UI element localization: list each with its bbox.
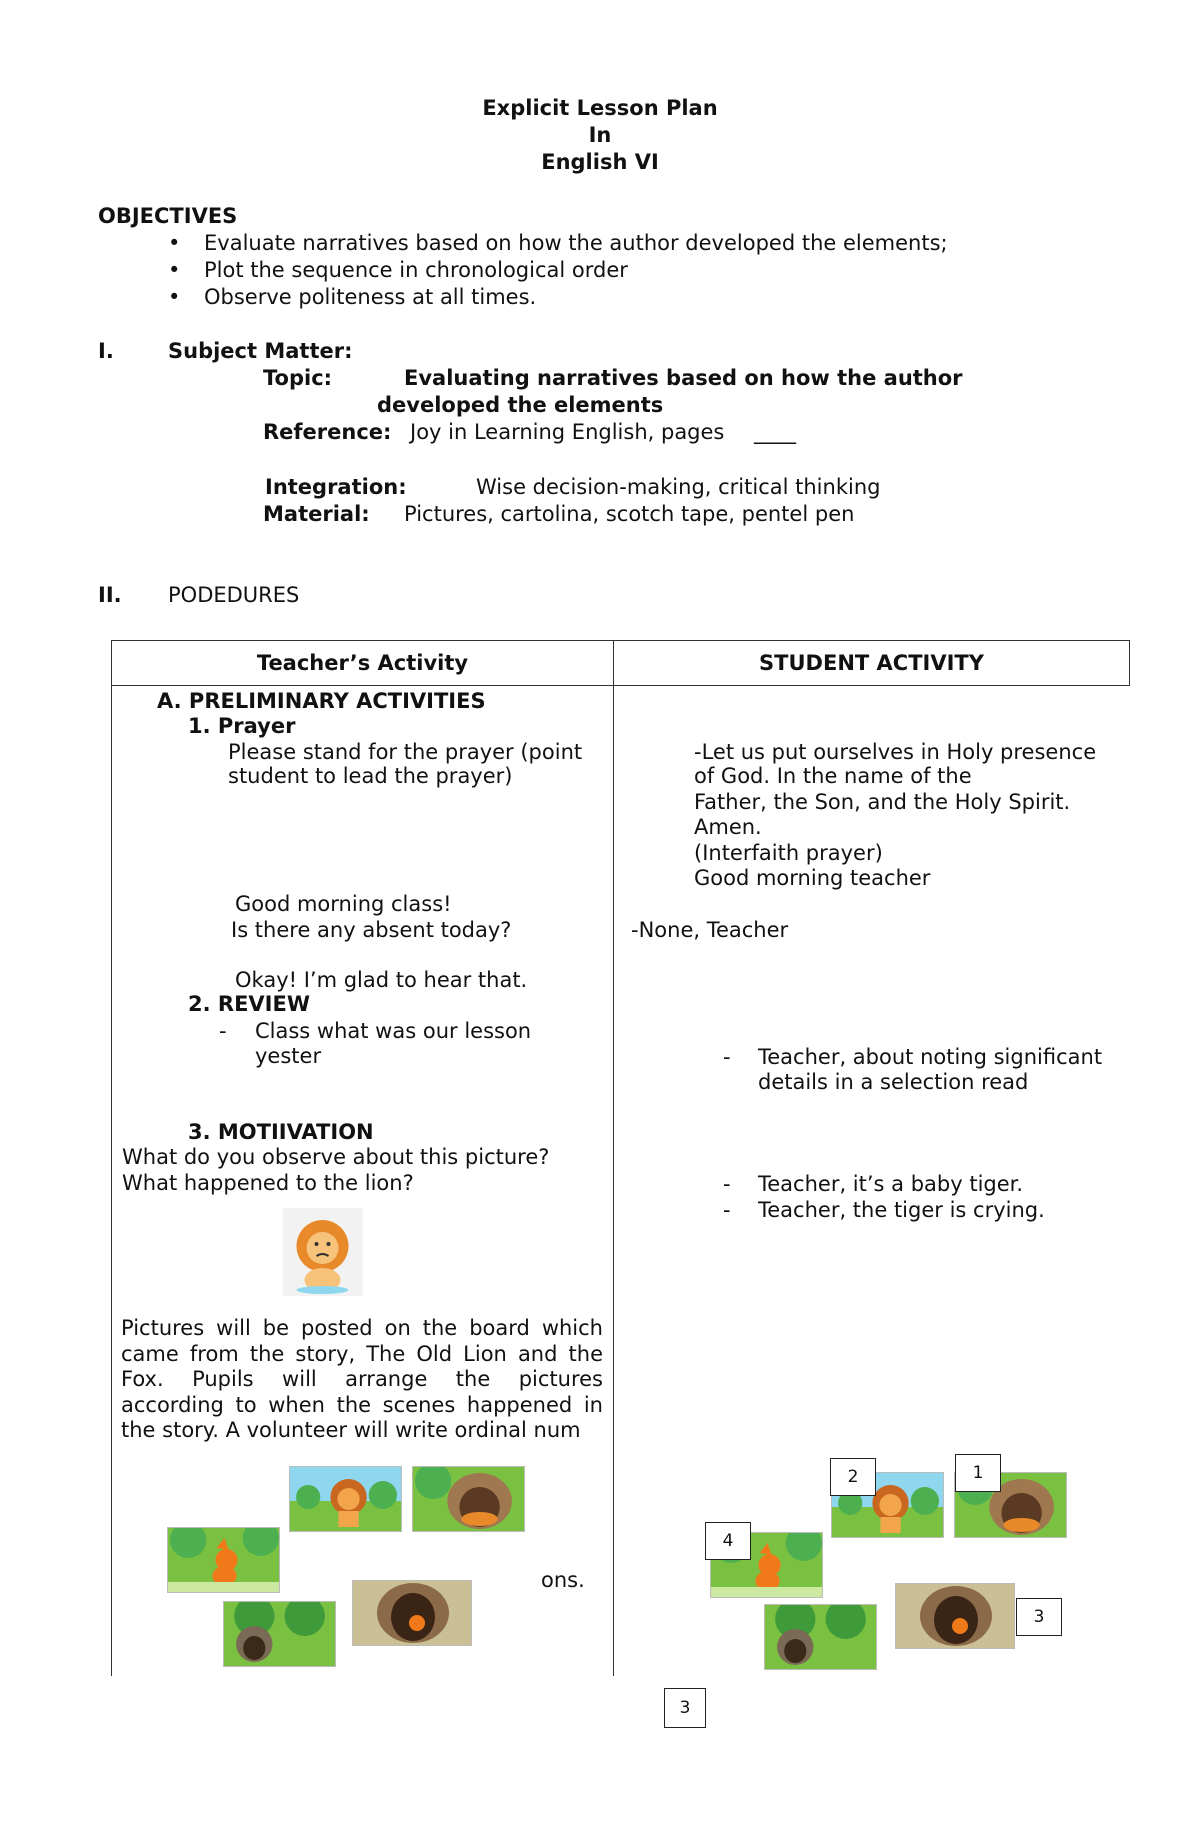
table-middle-border bbox=[613, 686, 614, 1676]
bullet-icon: • bbox=[168, 231, 181, 255]
objective-item: Observe politeness at all times. bbox=[204, 285, 537, 309]
order-number-box: 2 bbox=[830, 1458, 876, 1496]
prayer-heading: 1. Prayer bbox=[188, 714, 296, 738]
teacher-activity-header: Teacher’s Activity bbox=[112, 641, 614, 686]
student-review-1: Teacher, about noting significant bbox=[758, 1045, 1103, 1069]
motivation-heading: 3. MOTIIVATION bbox=[188, 1120, 374, 1144]
page-number: 3 bbox=[664, 1688, 706, 1728]
student-prayer-2: of God. In the name of the bbox=[694, 764, 972, 788]
scene-cave-fox-image bbox=[352, 1580, 472, 1646]
scene-forest-cave-image bbox=[223, 1601, 336, 1667]
subject-matter-heading: Subject Matter: bbox=[168, 339, 353, 363]
student-prayer-4: Amen. bbox=[694, 815, 762, 839]
student-none-answer: -None, Teacher bbox=[631, 918, 789, 942]
order-number-box: 3 bbox=[1016, 1598, 1062, 1636]
dash-icon: - bbox=[219, 1019, 227, 1043]
dash-icon: - bbox=[723, 1198, 731, 1222]
prayer-instruction-1: Please stand for the prayer (point bbox=[228, 740, 583, 764]
subject-matter-numeral: I. bbox=[98, 339, 114, 363]
teacher-glad: Okay! I’m glad to hear that. bbox=[235, 968, 528, 992]
material-label: Material: bbox=[263, 502, 370, 526]
material-value: Pictures, cartolina, scotch tape, pentel pen bbox=[404, 502, 855, 526]
pictures-instruction: Pictures will be posted on the board which came from the story, The Old Lion and the Fox. Pupils will arrange the pictures according to when the scenes happened in the story. A volunteer will write ordinal num bbox=[121, 1316, 603, 1442]
preliminary-heading: A. PRELIMINARY ACTIVITIES bbox=[157, 689, 486, 713]
lesson-title: Explicit Lesson Plan bbox=[482, 96, 718, 120]
procedures-table bbox=[111, 640, 1130, 686]
order-number-box: 1 bbox=[955, 1454, 1001, 1492]
objective-item: Plot the sequence in chronological order bbox=[204, 258, 628, 282]
instruction-trailing-text: ons. bbox=[541, 1568, 585, 1592]
lesson-subject: English VI bbox=[541, 150, 659, 174]
lesson-title-in: In bbox=[588, 123, 612, 147]
dash-icon: - bbox=[723, 1045, 731, 1069]
student-prayer-5: (Interfaith prayer) bbox=[694, 841, 883, 865]
dash-icon: - bbox=[723, 1172, 731, 1196]
bullet-icon: • bbox=[168, 285, 181, 309]
student-motivation-2: Teacher, the tiger is crying. bbox=[758, 1198, 1045, 1222]
student-prayer-3: Father, the Son, and the Holy Spirit. bbox=[694, 790, 1071, 814]
review-question-2: yester bbox=[255, 1044, 322, 1068]
bullet-icon: • bbox=[168, 258, 181, 282]
motivation-question-2: What happened to the lion? bbox=[122, 1171, 414, 1195]
prayer-instruction-2: student to lead the prayer) bbox=[228, 764, 513, 788]
integration-value: Wise decision-making, critical thinking bbox=[476, 475, 881, 499]
order-number-box: 4 bbox=[705, 1522, 751, 1560]
topic-line-1: Evaluating narratives based on how the author bbox=[404, 366, 963, 390]
procedures-numeral: II. bbox=[98, 583, 122, 607]
integration-label: Integration: bbox=[265, 475, 407, 499]
student-activity-header: STUDENT ACTIVITY bbox=[614, 641, 1130, 686]
scene-lion-image bbox=[289, 1466, 402, 1532]
arranged-cave-fox-image bbox=[895, 1583, 1015, 1649]
motivation-question-1: What do you observe about this picture? bbox=[122, 1145, 550, 1169]
table-left-border bbox=[111, 686, 112, 1676]
scene-fox-image bbox=[167, 1527, 280, 1593]
teacher-greeting: Good morning class! bbox=[235, 892, 452, 916]
review-question-1: Class what was our lesson bbox=[255, 1019, 532, 1043]
scene-cave-lion-image bbox=[412, 1466, 525, 1532]
student-motivation-1: Teacher, it’s a baby tiger. bbox=[758, 1172, 1024, 1196]
reference-label: Reference: bbox=[263, 420, 392, 444]
teacher-absent-question: Is there any absent today? bbox=[231, 918, 512, 942]
review-heading: 2. REVIEW bbox=[188, 992, 310, 1016]
topic-line-2: developed the elements bbox=[377, 393, 664, 417]
reference-value: Joy in Learning English, pages bbox=[410, 420, 725, 444]
objective-item: Evaluate narratives based on how the author developed the elements; bbox=[204, 231, 948, 255]
student-review-2: details in a selection read bbox=[758, 1070, 1029, 1094]
objectives-heading: OBJECTIVES bbox=[98, 204, 238, 228]
student-prayer-6: Good morning teacher bbox=[694, 866, 931, 890]
reference-blank: ____ bbox=[754, 420, 796, 444]
crying-lion-image bbox=[282, 1208, 363, 1296]
arranged-forest-cave-image bbox=[764, 1604, 877, 1670]
topic-label: Topic: bbox=[263, 366, 333, 390]
procedures-heading: PODEDURES bbox=[168, 583, 300, 607]
student-prayer-1: -Let us put ourselves in Holy presence bbox=[694, 740, 1097, 764]
